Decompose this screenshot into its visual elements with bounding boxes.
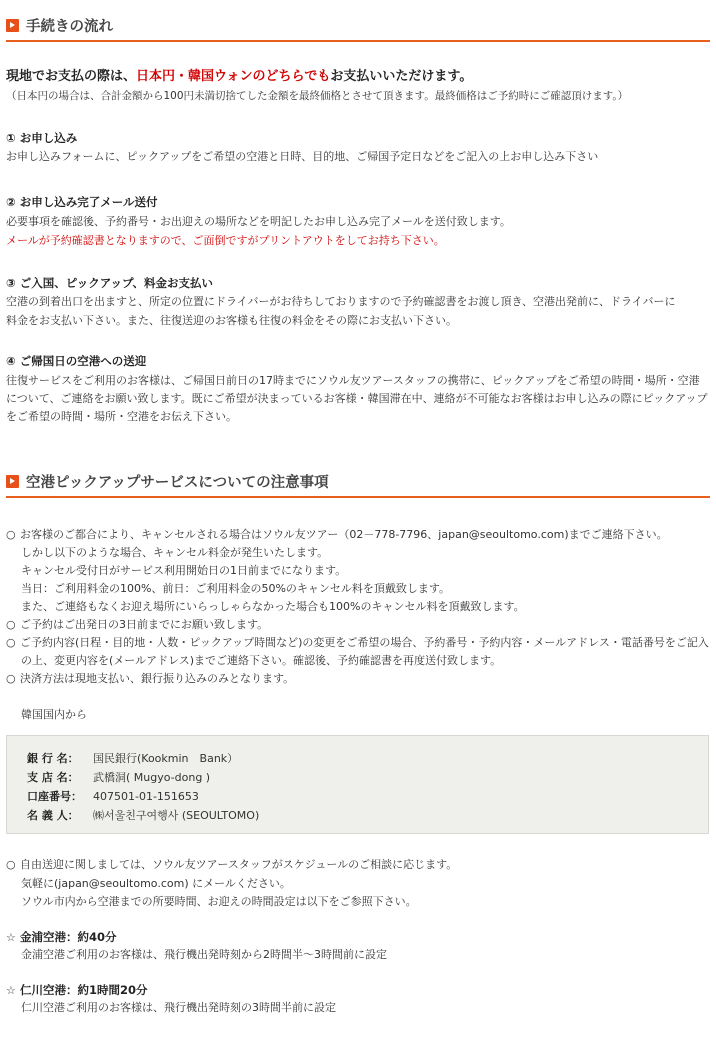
circle-bullet-icon: ○	[6, 618, 16, 631]
note-reservation-deadline: ○ ご予約はご出発日の3日前までにお願い致します。	[6, 616, 268, 634]
step-4-text-2: について、ご連絡をお願い致します。既にご希望が決まっているお客様・韓国滞在中、連絡が不可能なお客様はお申し込みの際にピックアップ	[6, 392, 708, 405]
payment-currency-highlight: 日本円・韓国ウォンのどちらでも	[136, 69, 331, 84]
step-2-text: 必要事項を確認後、予約番号・お出迎えの場所などを明記したお申し込み完了メールを送付致します。	[6, 215, 511, 228]
divider	[6, 496, 710, 498]
note-cancel-sub-2: キャンセル受付日がサービス利用開始日の1日前までになります。	[21, 564, 347, 577]
free-transfer-note: ○ 自由送迎に関しましては、ソウル友ツアースタッフがスケジュールのご相談に応じます。	[6, 856, 457, 874]
circle-bullet-icon: ○	[6, 528, 16, 541]
step-1-title: ① お申し込み	[6, 131, 78, 145]
section-header-procedure	[6, 10, 710, 42]
section-title: 空港ピックアップサービスについての注意事項	[26, 475, 329, 491]
bank-row-name: 銀 行 名： 国民銀行(Kookmin Bank）	[27, 752, 239, 765]
airport-gimpo-title: ☆ 金浦空港：約40分	[6, 928, 117, 947]
free-transfer-timing: ソウル市内から空港までの所要時間、お迎えの時間設定は以下をご参照下さい。	[21, 895, 417, 908]
note-cancel-sub-4: また、ご連絡もなくお迎え場所にいらっしゃらなかった場合も100%のキャンセル料を頂戴致します。	[21, 600, 525, 613]
step-2-warning: メールが予約確認書となりますので、ご面倒ですがプリントアウトをしてお持ち下さい。	[6, 234, 445, 247]
payment-lead: 現地でお支払の際は、日本円・韓国ウォンのどちらでもお支払いいただけます。	[6, 69, 473, 84]
arrow-bullet-icon	[6, 19, 19, 32]
note-cancel: ○ お客様のご都合により、キャンセルされる場合はソウル友ツアー（02－778-7796、japan@seoultomo.com)までご連絡下さい。	[6, 526, 668, 544]
arrow-bullet-icon	[6, 475, 19, 488]
step-4-text-1: 往復サービスをご利用のお客様は、ご帰国日前日の17時までにソウル友ツアースタッフの携帯に、ピックアップをご希望の時間・場所・空港	[6, 374, 700, 387]
bank-row-account: 口座番号： 407501-01-151653	[27, 790, 199, 803]
divider	[6, 40, 710, 42]
step-3-text-1: 空港の到着出口を出ますと、所定の位置にドライバーがお待ちしておりますので予約確認書をお渡し頂き、空港出発前に、ドライバーに	[6, 295, 676, 308]
airport-incheon-title: ☆ 仁川空港：約1時間20分	[6, 981, 148, 1000]
note-change-request: ○ ご予約内容(日程・目的地・人数・ピックアップ時間など)の変更をご希望の場合、予約番号・予約内容・メールアドレス・電話番号をご記入	[6, 634, 709, 652]
airport-gimpo-desc: 金浦空港ご利用のお客様は、飛行機出発時刻から2時間半～3時間前に設定	[21, 948, 387, 961]
star-icon: ☆	[6, 931, 16, 944]
note-payment-method: ○ 決済方法は現地支払い、銀行振り込みのみとなります。	[6, 670, 294, 688]
step-3-text-2: 料金をお支払い下さい。また、往復送迎のお客様も往復の料金をその際にお支払い下さい。	[6, 314, 457, 327]
step-4-title: ④ ご帰国日の空港への送迎	[6, 354, 147, 368]
star-icon: ☆	[6, 984, 16, 997]
circle-bullet-icon: ○	[6, 858, 16, 871]
step-1-text: お申し込みフォームに、ピックアップをご希望の空港と日時、目的地、ご帰国予定日などをご記入の上お申し込み下さい	[6, 150, 599, 163]
step-4-text-3: をご希望の時間・場所・空港をお伝え下さい。	[6, 410, 237, 423]
bank-info-box	[6, 735, 709, 834]
step-2-title: ② お申し込み完了メール送付	[6, 195, 158, 209]
circle-bullet-icon: ○	[6, 672, 16, 685]
bank-row-holder: 名 義 人： ㈱서울친구여행사 (SEOULTOMO)	[27, 809, 260, 822]
airport-incheon-desc: 仁川空港ご利用のお客様は、飛行機出発時刻の3時間半前に設定	[21, 1001, 336, 1014]
note-cancel-sub-1: しかし以下のような場合、キャンセル料金が発生いたします。	[21, 546, 329, 559]
bank-row-branch: 支 店 名： 武橋洞( Mugyo-dong )	[27, 771, 211, 784]
note-cancel-sub-3: 当日：ご利用料金の100%、前日：ご利用料金の50%のキャンセル料を頂戴致します。	[21, 582, 451, 595]
step-3-title: ③ ご入国、ピックアップ、料金お支払い	[6, 276, 214, 290]
payment-note: （日本円の場合は、合計金額から100円未満切捨てした金額を最終価格とさせて頂きます。最終価格はご予約時にご確認頂けます。）	[6, 90, 629, 102]
circle-bullet-icon: ○	[6, 636, 16, 649]
section-title: 手続きの流れ	[26, 19, 113, 35]
free-transfer-contact: 気軽に(japan@seoultomo.com) にメールください。	[21, 877, 291, 890]
section-header-notes	[6, 466, 710, 498]
note-change-request-cont: の上、変更内容を(メールアドレス)までご連絡下さい。確認後、予約確認書を再度送付致します。	[21, 654, 502, 667]
korea-domestic-label: 韓国国内から	[21, 708, 87, 721]
